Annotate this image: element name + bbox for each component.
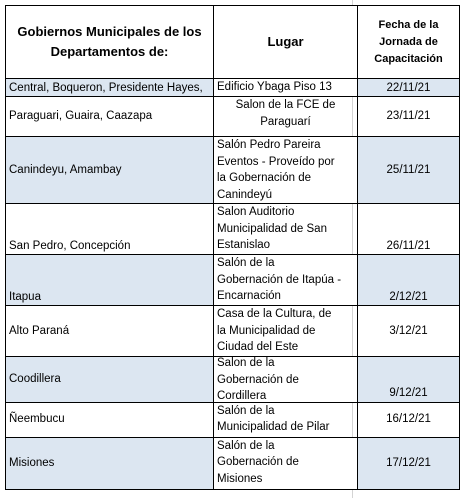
date-cell[interactable]: 3/12/21	[358, 306, 460, 357]
place-line: la Municipalidad de	[217, 324, 316, 337]
place-cell[interactable]	[214, 255, 358, 306]
place-line: Municipalidad de Pilar	[217, 421, 330, 433]
table-row	[6, 437, 460, 489]
dept-cell[interactable]: Canindeyu, Amambay	[6, 137, 214, 204]
place-cell[interactable]	[214, 437, 358, 489]
place-line: Municipalidad de San	[217, 222, 327, 235]
dept-cell[interactable]: Misiones	[6, 437, 214, 489]
place-line: Salón de la	[217, 404, 275, 417]
header-date[interactable]	[358, 6, 460, 79]
place-cell[interactable]	[214, 137, 358, 204]
table-row	[6, 255, 460, 306]
dept-cell[interactable]: Alto Paraná	[6, 306, 214, 357]
place-line: Misiones	[217, 472, 263, 485]
place-line: Salon de la	[217, 357, 275, 369]
header-row	[6, 6, 460, 79]
place-line: Eventos - Proveído por	[217, 155, 335, 168]
place-line: Encarnación	[217, 290, 281, 302]
header-place[interactable]: Lugar	[214, 6, 358, 79]
dept-cell[interactable]: Paraguari, Guaira, Caazapa	[6, 97, 214, 137]
training-schedule-table	[5, 5, 460, 490]
header-date-line2: Jornada de	[379, 35, 438, 48]
table-row	[6, 79, 460, 97]
date-cell[interactable]: 2/12/21	[358, 255, 460, 306]
place-cell[interactable]	[214, 204, 358, 255]
place-line: Gobernación de Itapúa -	[217, 273, 342, 286]
place-cell[interactable]	[214, 306, 358, 357]
header-date-line1: Fecha de la	[378, 18, 439, 31]
dept-cell[interactable]: Coodillera	[6, 356, 214, 402]
table-row	[6, 204, 460, 255]
place-line: Salón de la	[217, 257, 275, 269]
header-departments[interactable]	[6, 6, 214, 79]
place-line: Gobernación de	[217, 456, 299, 468]
header-departments-line2: Departamentos de:	[50, 44, 169, 59]
table-row	[6, 402, 460, 437]
table-row	[6, 97, 460, 137]
place-line: Salon Auditorio	[217, 206, 295, 218]
place-line: Cordillera	[217, 390, 267, 399]
place-line: la Gobernación de	[217, 172, 311, 184]
place-clip	[217, 356, 354, 399]
place-line: Canindeyú	[217, 188, 272, 201]
header-departments-line1: Gobiernos Municipales de los	[17, 24, 202, 39]
place-line: Estanislao	[217, 239, 271, 251]
header-date-line3: Capacitación	[374, 52, 443, 65]
place-cell[interactable]	[214, 356, 358, 402]
place-cell[interactable]	[214, 79, 358, 97]
date-cell[interactable]: 16/12/21	[358, 402, 460, 437]
date-cell[interactable]: 9/12/21	[358, 356, 460, 402]
table-row	[6, 306, 460, 357]
date-cell[interactable]: 23/11/21	[358, 97, 460, 137]
place-line: Ciudad del Este	[217, 341, 299, 353]
table-row	[6, 137, 460, 204]
place-line: Gobernación de	[217, 373, 299, 386]
dept-cell[interactable]: San Pedro, Concepción	[6, 204, 214, 255]
place-line: Paraguarí	[260, 115, 311, 128]
date-cell[interactable]: 26/11/21	[358, 204, 460, 255]
place-line: Casa de la Cultura, de	[217, 308, 332, 320]
place-line: Salon de la FCE de	[235, 99, 336, 111]
place-cell[interactable]	[214, 97, 358, 137]
place-line: Edificio Ybaga Piso 13	[217, 81, 332, 93]
dept-cell[interactable]: Itapua	[6, 255, 214, 306]
place-line: Salón Pedro Pareira	[217, 139, 321, 151]
date-cell[interactable]: 25/11/21	[358, 137, 460, 204]
place-cell[interactable]	[214, 402, 358, 437]
date-cell[interactable]: 22/11/21	[358, 79, 460, 97]
place-line: Salón de la	[217, 439, 275, 452]
date-cell[interactable]: 17/12/21	[358, 437, 460, 489]
dept-cell[interactable]: Ñeembucu	[6, 402, 214, 437]
dept-cell[interactable]: Central, Boqueron, Presidente Hayes,	[6, 79, 214, 97]
table-row	[6, 356, 460, 402]
